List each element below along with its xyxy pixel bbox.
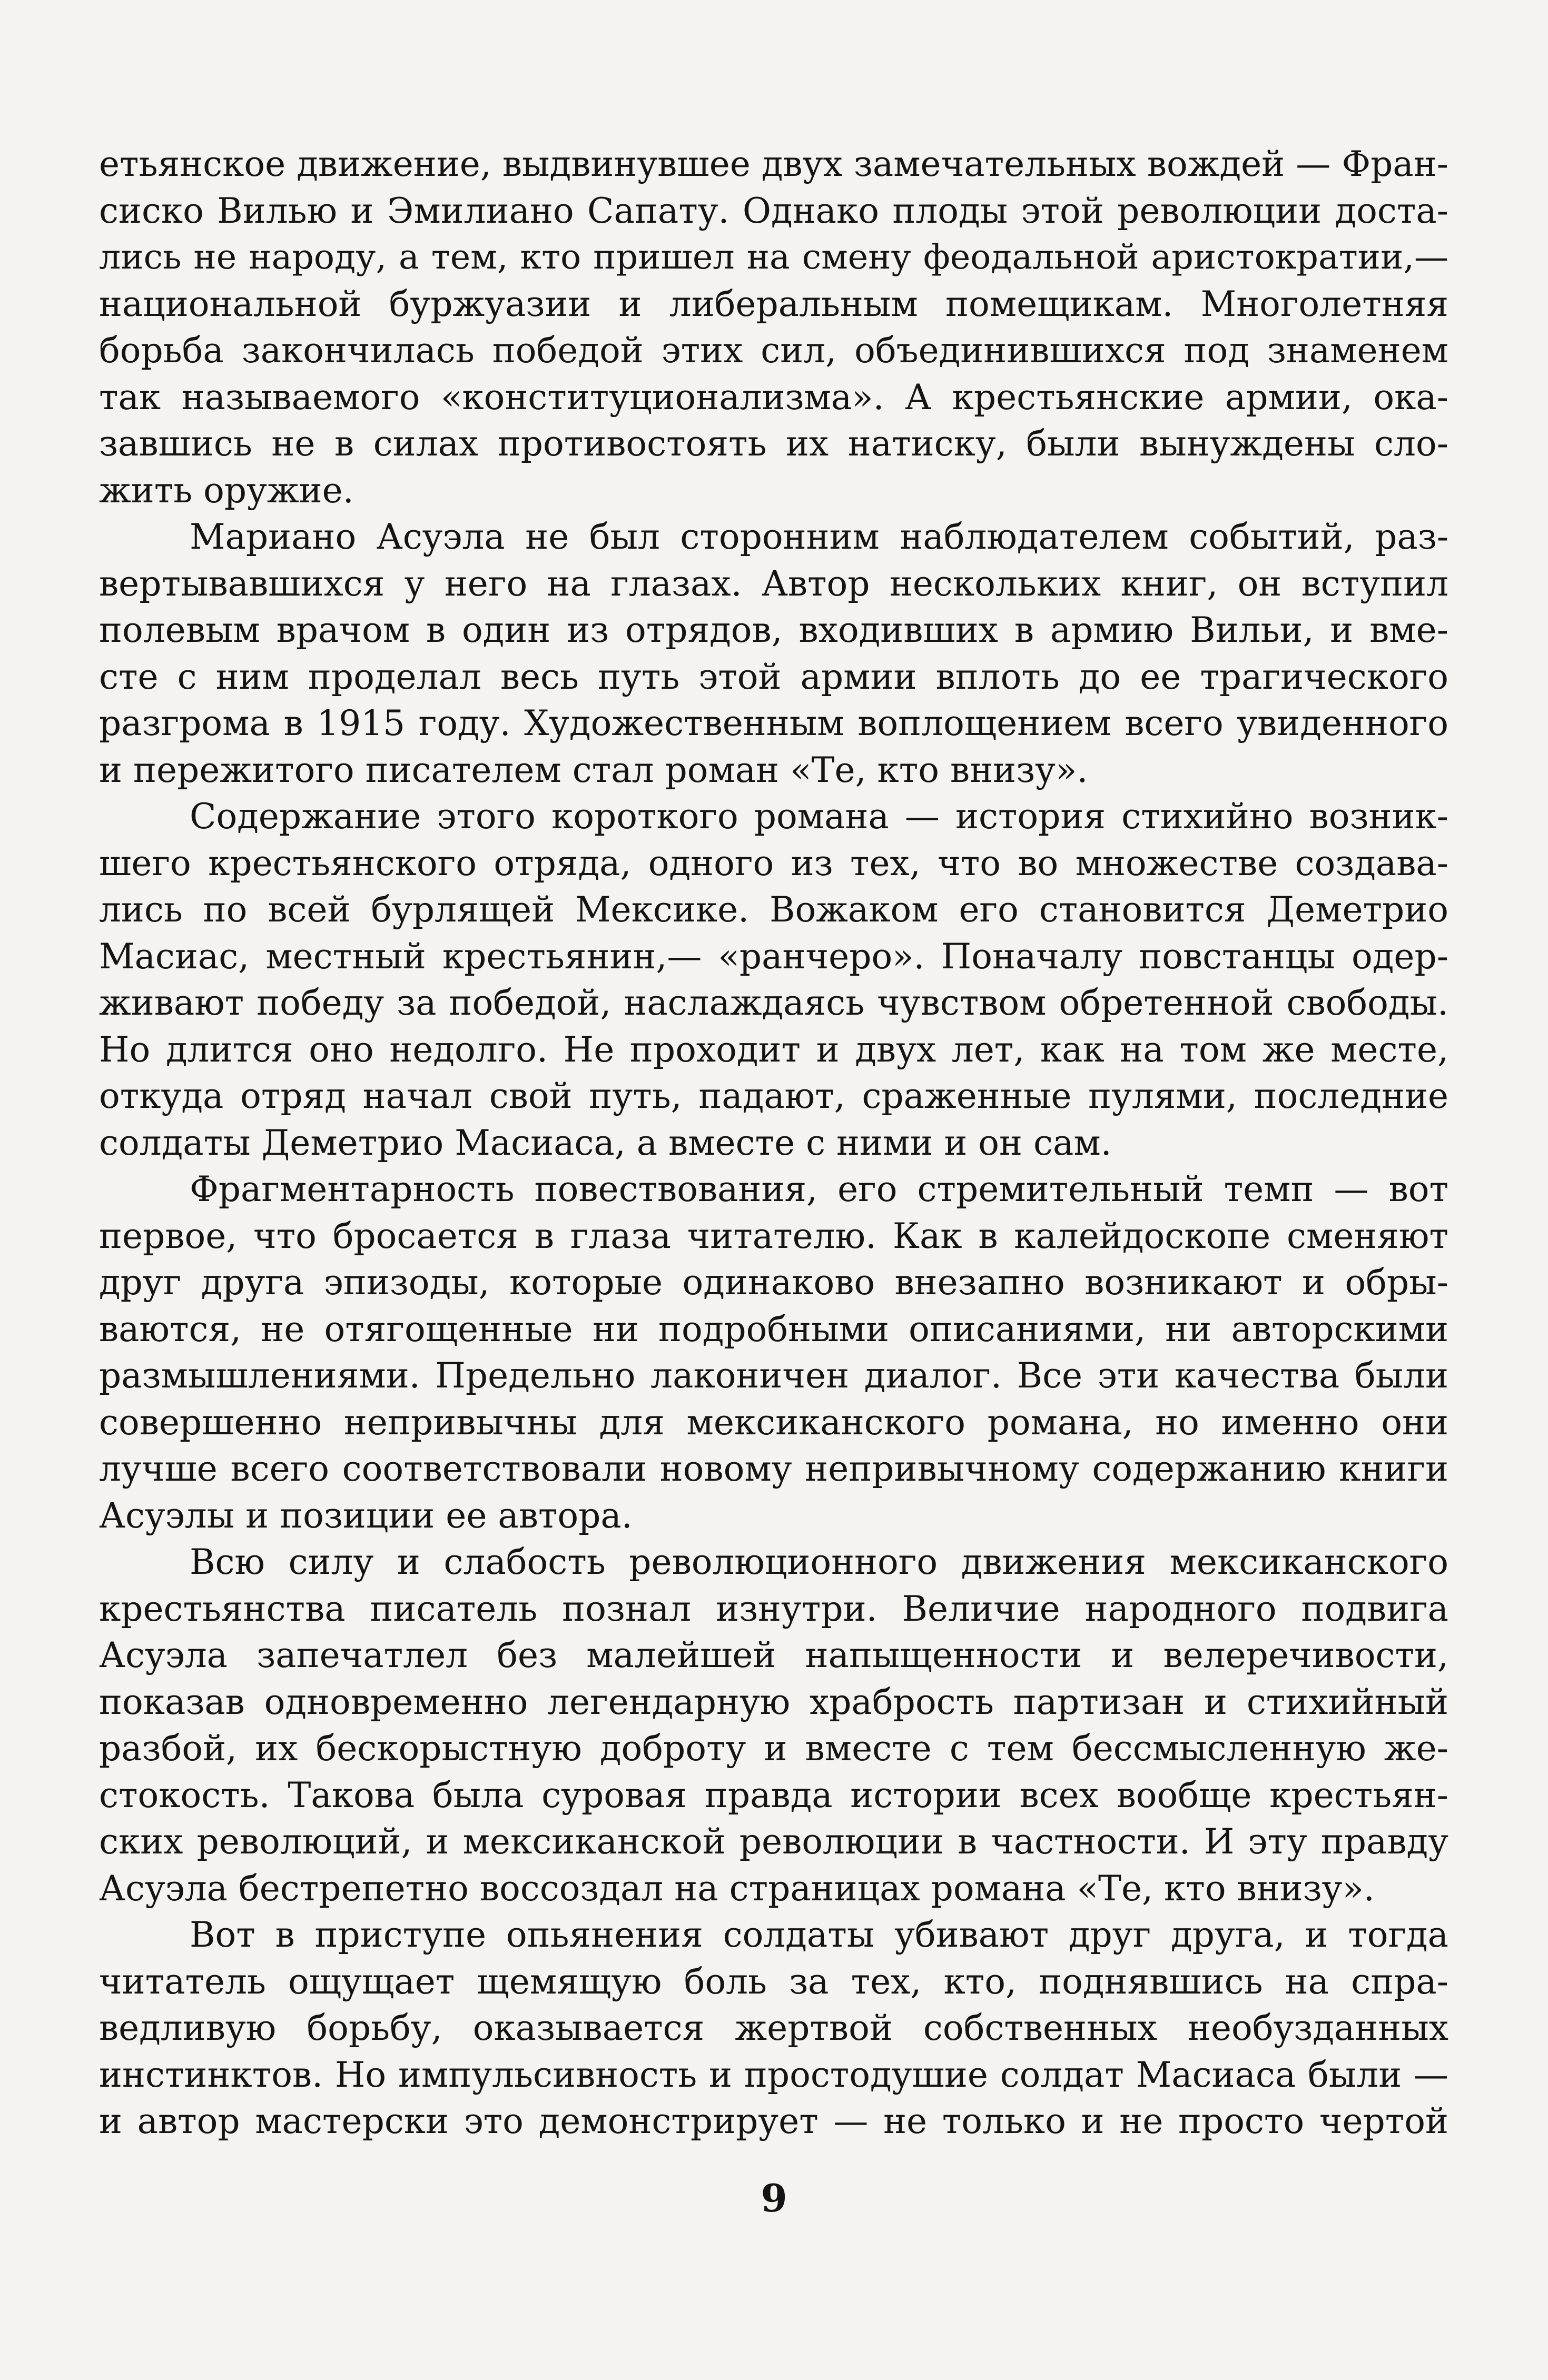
text-line: борьба закончилась победой этих сил, объединившихся под знаменем — [99, 330, 1448, 371]
text-line: и пережитого писателем стал роман «Те, кто внизу». — [99, 749, 1088, 790]
text-line: совершенно непривычны для мексиканского романа, но именно они — [99, 1402, 1448, 1443]
text-line: Фрагментарность повествования, его стремительный темп — вот — [190, 1169, 1448, 1209]
text-line: первое, что бросается в глаза читателю. Как в калейдоскопе сменяют — [99, 1215, 1448, 1256]
text-line: Содержание этого короткого романа — история стихийно возник- — [190, 796, 1448, 837]
text-line: сте с ним проделал весь путь этой армии вплоть до ее трагического — [99, 656, 1448, 697]
text-line: етьянское движение, выдвинувшее двух замечательных вождей — Фран- — [99, 144, 1448, 184]
text-line: размышлениями. Предельно лаконичен диалог. Все эти качества были — [99, 1355, 1448, 1396]
text-line: и автор мастерски это демонстрирует — не только и не просто чертой — [99, 2101, 1448, 2141]
text-line: друг друга эпизоды, которые одинаково внезапно возникают и обры- — [99, 1262, 1448, 1303]
text-line: полевым врачом в один из отрядов, входивших в армию Вильи, и вме- — [99, 610, 1448, 650]
text-line: лись по всей бурлящей Мексике. Вожаком его становится Деметрио — [99, 889, 1448, 930]
text-line: лись не народу, а тем, кто пришел на смену феодальной аристократии,— — [99, 237, 1448, 277]
text-line: солдаты Деметрио Масиаса, а вместе с ними и он сам. — [99, 1122, 1112, 1163]
paragraph — [99, 1166, 1448, 1539]
text-line: лучше всего соответствовали новому непривычному содержанию книги — [99, 1449, 1448, 1489]
text-line: разбой, их бескорыстную доброту и вместе с тем бессмысленную же- — [99, 1728, 1448, 1769]
text-line: Вот в приступе опьянения солдаты убивают друг друга, и тогда — [190, 1915, 1448, 1955]
text-line: ваются, не отягощенные ни подробными описаниями, ни авторскими — [99, 1308, 1448, 1350]
text-line: шего крестьянского отряда, одного из тех, что во множестве создава- — [99, 842, 1448, 884]
text-line: национальной буржуазии и либеральным помещикам. Многолетняя — [99, 283, 1448, 324]
text-line: читатель ощущает щемящую боль за тех, кто, поднявшись на спра- — [99, 1961, 1448, 2002]
paragraph — [99, 1912, 1448, 2145]
text-line: Асуэлы и позиции ее автора. — [99, 1495, 633, 1536]
text-line: Масиас, местный крестьянин,— «ранчеро». Поначалу повстанцы одер- — [99, 936, 1448, 977]
text-line: Асуэла бестрепетно воссоздал на страницах романа «Те, кто внизу». — [99, 1868, 1375, 1909]
paragraph — [99, 794, 1448, 1166]
text-line: вертывавшихся у него на глазах. Автор нескольких книг, он вступил — [99, 563, 1448, 604]
text-line: так называемого «конституционализма». А крестьянские армии, ока- — [99, 376, 1448, 418]
text-line: Мариано Асуэла не был сторонним наблюдателем событий, раз- — [190, 517, 1448, 557]
text-line: завшись не в силах противостоять их натиску, были вынуждены сло- — [99, 423, 1448, 464]
text-line: откуда отряд начал свой путь, падают, сраженные пулями, последние — [99, 1076, 1448, 1116]
text-line: стокость. Такова была суровая правда истории всех вообще крестьян- — [99, 1774, 1448, 1816]
text-line: показав одновременно легендарную храбрость партизан и стихийный — [99, 1681, 1448, 1722]
paragraph — [99, 141, 1448, 514]
text-line: живают победу за победой, наслаждаясь чувством обретенной свободы. — [99, 983, 1448, 1023]
paragraph — [99, 514, 1448, 794]
text-line: жить оружие. — [99, 470, 354, 511]
text-line: ских революций, и мексиканской революции в частности. И эту правду — [99, 1821, 1448, 1862]
text-line: сиско Вилью и Эмилиано Сапату. Однако плоды этой революции доста- — [99, 190, 1448, 231]
text-line: Но длится оно недолго. Не проходит и двух лет, как на том же месте, — [99, 1029, 1448, 1070]
text-line: ведливую борьбу, оказывается жертвой собственных необузданных — [99, 2008, 1448, 2048]
text-line: инстинктов. Но импульсивность и простодушие солдат Масиаса были — — [99, 2054, 1448, 2095]
text-line: Асуэла запечатлел без малейшей напыщенности и велеречивости, — [99, 1635, 1448, 1675]
text-column — [99, 141, 1448, 2145]
page-number: 9 — [761, 2176, 787, 2220]
text-line: крестьянства писатель познал изнутри. Величие народного подвига — [99, 1588, 1448, 1629]
paragraph — [99, 1539, 1448, 1912]
text-line: разгрома в 1915 году. Художественным воплощением всего увиденного — [99, 703, 1448, 743]
text-line: Всю силу и слабость революционного движения мексиканского — [190, 1542, 1448, 1582]
